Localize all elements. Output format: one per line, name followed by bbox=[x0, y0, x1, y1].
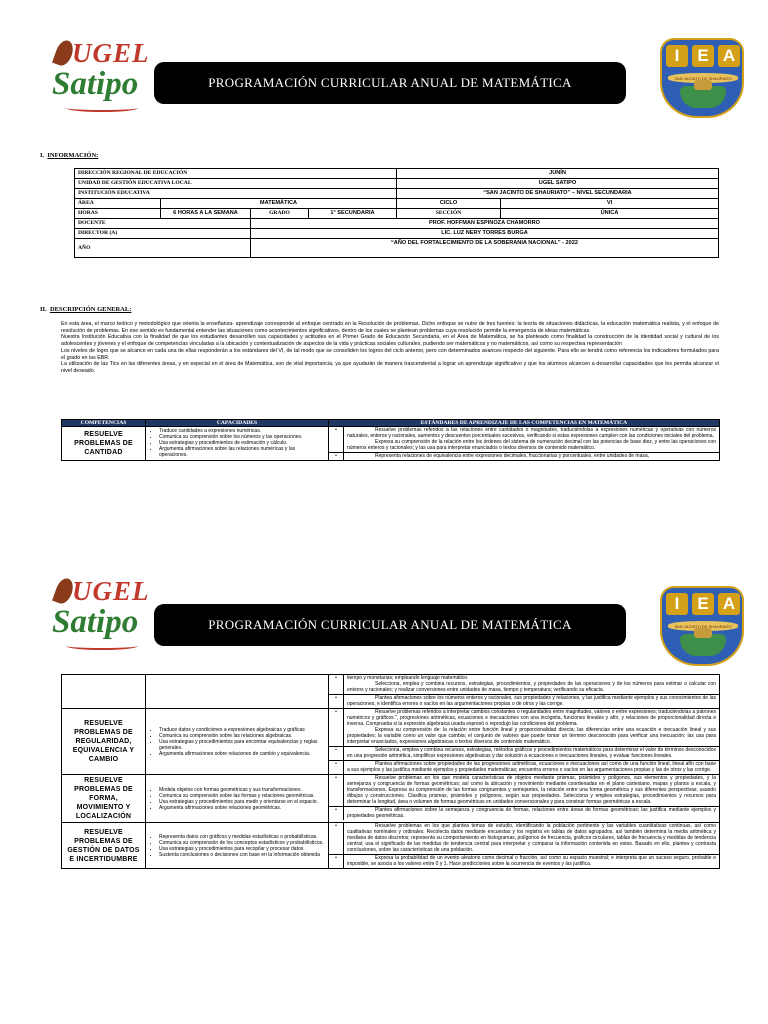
list-item: tiempo y monetarias; empleando lenguaje matemático. bbox=[347, 675, 469, 681]
estandares-datos bbox=[329, 823, 720, 869]
list-item: Selecciona, emplea y combina recursos, estrategias, procedimientos, y propiedades de las operaciones y de los números para estimar o calcular con enteros y racionales; y realizar conversiones entre unidades de masa, tiempo y temperatura; verificando su eficacia. bbox=[347, 681, 716, 693]
shield-icon bbox=[660, 38, 744, 118]
description-paragraph: En esta área, el marco teórico y metodológico que orienta la enseñanza- aprendizaje corresponde al enfoque centrado en la Resolución de problemas. Dicho enfoque se nutre de tres fuentes: la teoría de situaciones didácticas, la educación matemática realista, y el enfoque de resolución de problemas. En ese sentido es fundamental entender las situaciones como acontecimientos significativos, dentro de los cuales se plantean problemas cuya resolución permite la emergencia de ideas matemáticas. bbox=[61, 321, 719, 334]
competencia-regularidad: RESUELVE PROBLEMAS DE REGULARIDAD, EQUIVALENCIA Y CAMBIO bbox=[62, 709, 146, 775]
table-row bbox=[62, 709, 720, 775]
section-info-heading bbox=[40, 152, 98, 159]
document-title: PROGRAMACIÓN CURRICULAR ANUAL DE MATEMÁTICA bbox=[154, 62, 626, 104]
table-row bbox=[75, 179, 719, 189]
description-paragraph: Los niveles de logro que se alcance en cada una de ellas responderán a los estándares del VI, de tal modo que se consoliden los logros del ciclo anterior, pero con determinados avances respecto del siguiente. Para ello se tendrá como referencia los indicadores formulados para el grado en las EBR. bbox=[61, 347, 719, 361]
competencia-empty bbox=[62, 675, 146, 709]
competencia-cantidad: RESUELVE PROBLEMAS DE CANTIDAD bbox=[62, 427, 146, 461]
horas-value: 6 HORAS A LA SEMANA bbox=[161, 209, 251, 219]
list-item: • Argumenta afirmaciones sobre relaciones de cambio y equivalencia. bbox=[159, 751, 325, 757]
list-item: • Usa estrategias y procedimientos para medir y orientarse en el espacio. bbox=[159, 799, 325, 805]
table-header-row bbox=[62, 420, 720, 427]
list-item: • Argumenta afirmaciones sobre las relaciones numéricas y las operaciones. bbox=[159, 446, 325, 458]
grado-value: 1° SECUNDARIA bbox=[309, 209, 397, 219]
shield-letter-e: E bbox=[692, 45, 714, 67]
description-paragraph: La utilización de las Tics en las diferentes áreas, y en especial en el área de Matemática, son de vital importancia, ya que ayudarán de manera trascendental a lograr un aprendizaje significativo y que los alumnos alcancen a desarrollar capacidades que les permita alcanzar el nivel deseado. bbox=[61, 361, 719, 374]
anio-value: “AÑO DEL FORTALECIMIENTO DE LA SOBERANIA NACIONAL” - 2022 bbox=[251, 239, 719, 258]
bullet-icon: • bbox=[329, 855, 344, 868]
list-item: Resuelve problemas en los que plantea temas de estudio, identificando la población pertinente y las variables cuantitativas continuas, así como cualitativas nominales y ordinales. Recolecta datos mediante encuestas y los registra en tablas de datos agrupados, así también determina la media aritmética y mediana de datos discretos; representa su comportamiento en histogramas, polígonos de frecuencia, gráficos circulares, tablas de frecuencia y medidas de tendencia central; usa el significado de las medidas de tendencia central para interpretar y comparar la información contenida en estos. Basado en ello, plantea y contrasta conclusiones, sobre las características de una población. bbox=[347, 823, 716, 853]
list-item: • Representa datos con gráficos y medidas estadísticas o probabilísticas. bbox=[159, 834, 325, 840]
table-row bbox=[75, 169, 719, 179]
ie-value: “SAN JACINTO DE SHAURIATO” – NIVEL SECUNDARIA bbox=[397, 189, 719, 199]
table-row bbox=[62, 427, 720, 461]
list-item: Representa relaciones de equivalencia entre expresiones decimales, fraccionarias y porcentuales, entre unidades de masa, bbox=[375, 453, 650, 459]
list-item: • Traduce cantidades a expresiones numéricas. bbox=[159, 428, 325, 434]
capacidades-regularidad bbox=[146, 709, 329, 775]
seccion-label: SECCIÓN bbox=[397, 209, 501, 219]
director-value: LIC. LUZ NERY TORRES BURGA bbox=[251, 229, 719, 239]
director-label: DIRECTOR (A) bbox=[75, 229, 251, 239]
swirl-icon bbox=[66, 104, 138, 112]
estandares-cantidad-continued bbox=[329, 675, 720, 709]
capacidades-cantidad bbox=[146, 427, 329, 461]
bullet-icon: • bbox=[329, 775, 344, 806]
shield-ribbon: SAN JACINTO DE SHAURIATO bbox=[668, 621, 738, 631]
shield-letter-a: A bbox=[718, 593, 740, 615]
iea-shield-logo bbox=[660, 38, 744, 118]
list-item: Resuelve problemas referidos a interpretar cambios constantes o regularidades entre magnitudes, valores o entre expresiones; traduciéndolas a patrones numéricos y gráficos.", progresiones aritméticas, ecuaciones e inecuaciones con una incógnita, funciones lineales y afín, y relaciones de proporcionalidad directa e inversa. Comprueba si la expresión algebraica usada expresó o reprodujo las condiciones del problema. bbox=[347, 709, 716, 727]
table-row bbox=[62, 675, 720, 709]
ugel-satipo-logo bbox=[50, 38, 150, 118]
ugel-value: UGEL SATIPO bbox=[397, 179, 719, 189]
ugel-satipo-logo bbox=[50, 576, 150, 656]
logo-text-satipo: Satipo bbox=[52, 604, 139, 640]
shield-letter-i: I bbox=[666, 593, 688, 615]
table-row bbox=[75, 209, 719, 219]
capacidades-empty bbox=[146, 675, 329, 709]
list-item: Selecciona, emplea y combina recursos, estrategias, métodos gráficos y procedimientos matemáticos para determinar el valor de términos desconocidos en una progresión aritmética, simplificar expresiones algebraicas y dar solución a ecuaciones e inecuaciones lineales, y evaluar funciones lineales. bbox=[347, 747, 716, 759]
document-page-2 bbox=[0, 572, 768, 1024]
table-row bbox=[75, 239, 719, 258]
table-row bbox=[75, 199, 719, 209]
ugel-label: UNIDAD DE GESTIÓN EDUCATIVA LOCAL bbox=[75, 179, 397, 189]
list-item: • Traduce datos y condiciones a expresiones algebraicas y gráficas bbox=[159, 727, 325, 733]
list-item: • Sustenta conclusiones o decisiones con base en la información obtenida bbox=[159, 852, 325, 858]
table-row bbox=[75, 219, 719, 229]
bullet-icon: • bbox=[329, 823, 344, 854]
area-value: MATEMÁTICA bbox=[161, 199, 397, 209]
list-item: Plantea afirmaciones sobre propiedades de las progresiones aritméticas, ecuaciones e inecuaciones así como de una función lineal, lineal afín con base a sus ejemplos y las justifica mediante ejemplos y propiedades matemáticas; encuentra errores o vacíos en las argumentaciones propias y las de otros y las corrige. bbox=[347, 761, 716, 773]
estandares-regularidad bbox=[329, 709, 720, 775]
shield-ribbon: SAN JACINTO DE SHAURIATO bbox=[668, 73, 738, 83]
dre-label: DIRECCIÓN REGIONAL DE EDUCACIÓN bbox=[75, 169, 397, 179]
ciclo-label: CICLO bbox=[397, 199, 501, 209]
page-gap bbox=[0, 512, 768, 572]
section-title: INFORMACIÓN: bbox=[47, 152, 99, 159]
bullet-icon: • bbox=[329, 761, 344, 774]
list-item: Resuelve problemas en los que modela características de objetos mediante prismas, pirámides y polígonos, sus elementos y propiedades, y la semejanza y congruencia de formas geométricas; así como la ubicación y movimiento mediante coordenadas en el plano cartesiano, mapas y planos a escala, y transformaciones. Expresa su comprensión de las formas congruentes y semejantes, la relación entre una forma geométrica y sus diferentes perspectivas; usando dibujos y construcciones. Clasifica prismas, pirámides y polígonos, según sus propiedades. Selecciona y emplea estrategias, procedimientos y recursos para determinar la longitud, área o volumen de formas geométricas en unidades convencionales y para construir formas geométricas a escala. bbox=[347, 775, 716, 805]
seccion-value: ÚNICA bbox=[501, 209, 719, 219]
anio-label: AÑO bbox=[75, 239, 251, 258]
horas-label: HORAS bbox=[75, 209, 161, 219]
table-row bbox=[75, 189, 719, 199]
info-table bbox=[74, 168, 719, 258]
header-capacidades: CAPACIDADES bbox=[146, 420, 329, 427]
ie-label: INSTITUCIÓN EDUCATIVA bbox=[75, 189, 397, 199]
table-row bbox=[62, 823, 720, 869]
grado-label: GRADO bbox=[251, 209, 309, 219]
page-header bbox=[0, 0, 768, 100]
logo-text-ugel: UGEL bbox=[72, 576, 150, 606]
list-item: Plantea afirmaciones sobre los números enteros y racionales, sus propiedades y relaciones, y las justifica mediante ejemplos y sus conocimientos de las operaciones, e identifica errores o vacíos en las argumentaciones propias o de otros y las corrige. bbox=[347, 695, 716, 707]
shield-scene-icon bbox=[680, 634, 726, 656]
area-label: ÁREA bbox=[75, 199, 161, 209]
capacidades-datos bbox=[146, 823, 329, 869]
shield-letter-a: A bbox=[718, 45, 740, 67]
shield-letter-i: I bbox=[666, 45, 688, 67]
list-item: • Usa estrategias y procedimientos de estimación y cálculo. bbox=[159, 440, 325, 446]
list-item: • Comunica su comprensión sobre las formas y relaciones geométricas. bbox=[159, 793, 325, 799]
logo-text-ugel: UGEL bbox=[72, 38, 150, 68]
header-estandares: ESTÁNDARES DE APRENDIZAJE DE LAS COMPETENCIAS EN MATEMÁTICA bbox=[329, 420, 720, 427]
header-competencias: COMPETENCIAS bbox=[62, 420, 146, 427]
section-desc-heading bbox=[40, 306, 131, 313]
list-item: • Comunica su comprensión sobre las relaciones algebraicas. bbox=[159, 733, 325, 739]
document-title: PROGRAMACIÓN CURRICULAR ANUAL DE MATEMÁTICA bbox=[154, 604, 626, 646]
list-item: • Comunica su comprensión de los conceptos estadísticos y probabilísticos. bbox=[159, 840, 325, 846]
list-item: • Usa estrategias y procedimientos para recopilar y procesar datos. bbox=[159, 846, 325, 852]
competencias-table bbox=[61, 419, 720, 461]
shield-scene-icon bbox=[680, 86, 726, 108]
list-item: • Comunica su comprensión sobre los números y las operaciones. bbox=[159, 434, 325, 440]
iea-shield-logo bbox=[660, 586, 744, 666]
capacidades-forma bbox=[146, 775, 329, 823]
list-item: • Modela objetos con formas geométricas y sus transformaciones. bbox=[159, 787, 325, 793]
bullet-icon: • bbox=[329, 807, 344, 820]
bullet-icon: • bbox=[329, 747, 344, 760]
bullet-icon: • bbox=[329, 427, 344, 452]
table-row bbox=[62, 775, 720, 823]
list-item: Expresa la probabilidad de un evento aleatorio como decimal o fracción, así como su espacio muestral; e interpreta que un suceso seguro, probable e imposible, se asocia a los valores entre 0 y 1. Hace predicciones sobre la ocurrencia de eventos y las justifica. bbox=[347, 855, 716, 867]
estandares-forma bbox=[329, 775, 720, 823]
section-title: DESCRIPCIÓN GENERAL: bbox=[49, 306, 132, 313]
docente-value: PROF. HOFFMAN ESPINOZA CHAMORRO bbox=[251, 219, 719, 229]
table-row bbox=[75, 229, 719, 239]
page-header bbox=[0, 572, 768, 664]
estandares-cantidad bbox=[329, 427, 720, 461]
competencia-datos: RESUELVE PROBLEMAS DE GESTIÓN DE DATOS E INCERTIDUMBRE bbox=[62, 823, 146, 869]
list-item: Resuelve problemas referidos a las relaciones entre cantidades o magnitudes, traduciéndolas a expresiones numéricas y operativas con números naturales, enteros y racionales, aumentos y descuentos porcentuales sucesivos, verificando si estas expresiones cumplen con las condiciones iniciales del problema. bbox=[347, 427, 716, 439]
bullet-icon: • bbox=[329, 695, 344, 708]
list-item: • Argumenta afirmaciones sobre relaciones geométricas. bbox=[159, 805, 325, 811]
dre-value: JUNÍN bbox=[397, 169, 719, 179]
list-item: Expresa su comprensión de la relación entre los órdenes del sistema de numeración decimal con las potencias de base diez, y entre las operaciones con números enteros y racionales; y las usa para interpretar enunciados o textos diversos de contenido matemático. bbox=[347, 439, 716, 451]
bullet-icon: • bbox=[329, 709, 344, 746]
competencia-forma: RESUELVE PROBLEMAS DE FORMA, MOVIMIENTO Y LOCALIZACIÓN bbox=[62, 775, 146, 823]
swirl-icon bbox=[66, 642, 138, 650]
list-item: • Usa estrategias y procedimientos para encontrar equivalencias y reglas generales. bbox=[159, 739, 325, 751]
description-paragraph: Nuestra Institución Educativa con la finalidad de que los estudiantes desarrollen sus capacidades y actitudes en el Primer Grado de Educación Secundaria, en el Área de Matemática, se ha planteado como finalidad la construcción de la identidad social y cultural de los adolescentes y jóvenes y el enfoque de competencias vinculadas a la ubicación y contextualización de aspectos de la vida y prácticas sociales culturales, pudiendo ser matemáticos y no matemáticos, así como su respectiva representación bbox=[61, 334, 719, 348]
bullet-icon: • bbox=[329, 675, 344, 694]
bullet-icon: • bbox=[329, 453, 344, 460]
list-item: Expresa su comprensión de: la relación entre función lineal y proporcionalidad directa; las diferencias entre una ecuación e inecuación lineal y sus propiedades; la variable como un valor que cambia; el conjunto de valores que puede tomar un término desconocido para verificar una inecuación; las usa para interpretar enunciados, expresiones algebraicas o textos diversos de contenido matemático. bbox=[347, 727, 716, 745]
section-number: I. bbox=[40, 152, 45, 159]
list-item: Plantea afirmaciones sobre la semejanza y congruencia de formas, relaciones entre áreas de formas geométricas; las justifica mediante ejemplos y propiedades geométricas. bbox=[347, 807, 716, 819]
shield-icon bbox=[660, 586, 744, 666]
shield-letter-e: E bbox=[692, 593, 714, 615]
section-number: II. bbox=[40, 306, 47, 313]
ciclo-value: VI bbox=[501, 199, 719, 209]
competencias-table-continued bbox=[61, 674, 720, 869]
logo-text-satipo: Satipo bbox=[52, 66, 139, 102]
description-text bbox=[61, 321, 719, 375]
docente-label: DOCENTE bbox=[75, 219, 251, 229]
